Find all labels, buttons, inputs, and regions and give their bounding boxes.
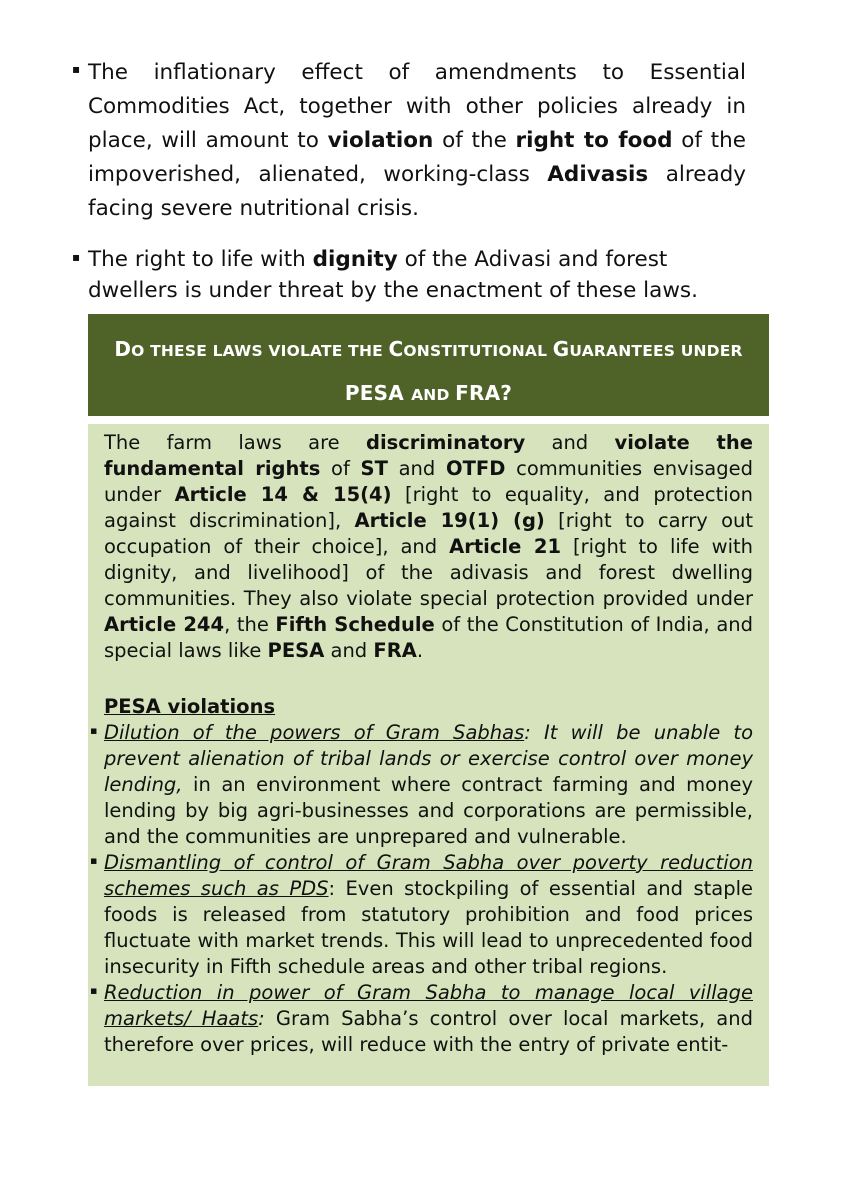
text-segment: communities envisaged under (104, 457, 753, 506)
text-segment: of the (433, 128, 516, 153)
text-segment: Article 14 & 15(4) (174, 483, 392, 506)
text-segment: violate the fundamental rights (104, 431, 753, 480)
text-segment: dignity (312, 247, 398, 272)
header-text: PESA (344, 381, 412, 405)
header-text: ONSTITUTIONAL (403, 342, 553, 360)
text-segment: [right to carry out occupation of their choice], and (104, 509, 754, 558)
header-text: G (552, 337, 570, 361)
text-segment: Article 21 (449, 535, 562, 558)
section-header-line-1 (102, 328, 755, 372)
text-segment: . (416, 639, 424, 662)
text-segment: and (387, 457, 447, 480)
text-segment: The farm laws are (104, 431, 366, 454)
text-segment: in an environment where contract farming and money lending by big agri-businesses and corporations are permissible, and the communities are unprepared and vulnerable. (104, 773, 753, 848)
text-segment: The inflationary effect of amendments to Essential Commodities Act, together with other policies already in place, will amount to (88, 60, 746, 153)
bullet-marker: ▪ (90, 984, 98, 997)
header-text: C (388, 337, 404, 361)
text-segment: of the Adivasi and forest dwellers is under threat by the enactment of these laws. (88, 247, 698, 303)
text-segment: : Even stockpiling of essential and staple foods is released from statutory prohibition and food prices fluctuate with market trends. This will lead to unprecedented food insecurity in Fifth schedule areas and other tribal regions. (104, 877, 753, 978)
pesa-item-dilution (90, 720, 753, 850)
text-segment: of the impoverished, alienated, working-class (88, 128, 746, 187)
text-segment: Article 244 (104, 613, 225, 636)
bullet-marker: ▪ (72, 62, 81, 76)
bullet-text (88, 56, 746, 226)
text-segment: , the (224, 613, 276, 636)
text-segment: OTFD (446, 457, 506, 480)
pesa-violations-heading: PESA violations (104, 695, 276, 718)
text-segment: Fifth Schedule (275, 613, 435, 636)
text-segment: [right to equality, and protection against discrimination], (104, 483, 753, 532)
text-segment: already facing severe nutritional crisis. (88, 162, 747, 221)
text-segment: Reduction in power of Gram Sabha to manage local village markets/ Haats (104, 981, 753, 1030)
bullet-item-dignity (72, 244, 746, 306)
text-segment: Dilution of the powers of Gram Sabhas (104, 721, 525, 744)
header-text: D (114, 337, 132, 361)
header-text: AND (411, 386, 456, 404)
text-segment: : It will be unable to prevent alienation of tribal lands or exercise control over money lending, (104, 721, 753, 796)
text-segment: violation (327, 128, 434, 153)
pesa-item-text (104, 850, 753, 980)
pesa-item-text (104, 720, 753, 850)
intro-paragraph (104, 430, 753, 664)
section-header-line-2 (102, 372, 755, 416)
text-segment: ST (360, 457, 388, 480)
bullet-marker: ▪ (90, 724, 98, 737)
bullet-marker: ▪ (90, 854, 98, 867)
text-segment: [right to life with dignity, and livelihood] of the adivasis and forest dwelling communities. They also violate special protection provided under (104, 535, 754, 610)
text-segment: PESA (267, 639, 325, 662)
text-segment: FRA (373, 639, 417, 662)
bullet-marker: ▪ (72, 250, 81, 264)
text-segment: right to food (515, 128, 673, 153)
text-segment: of the Constitution of India, and special laws like (104, 613, 753, 662)
bullet-text (88, 244, 746, 306)
section-content (88, 424, 769, 1086)
text-segment: Gram Sabha’s control over local markets, and therefore over prices, will reduce with the entry of private entit- (104, 1007, 753, 1056)
text-segment: Article 19(1) (g) (354, 509, 545, 532)
text-segment: The right to life with (88, 247, 313, 272)
text-segment: and (324, 639, 374, 662)
pesa-item-haats (90, 980, 753, 1058)
pesa-item-text (104, 980, 753, 1058)
bullet-item-inflation (72, 56, 746, 226)
top-bullet-list (72, 56, 746, 306)
header-text: UARANTEES UNDER (569, 342, 743, 360)
section-header (88, 314, 769, 416)
text-segment: of (320, 457, 361, 480)
header-text: O THESE LAWS VIOLATE THE (131, 342, 389, 360)
header-text: FRA? (455, 381, 513, 405)
text-segment: Adivasis (547, 162, 649, 187)
text-segment: and (525, 431, 615, 454)
text-segment: : (258, 1007, 265, 1030)
pesa-item-pds (90, 850, 753, 980)
text-segment: discriminatory (365, 431, 526, 454)
text-segment: Dismantling of control of Gram Sabha over poverty reduction schemes such as PDS (104, 851, 753, 900)
pesa-violations-list (90, 720, 753, 1058)
